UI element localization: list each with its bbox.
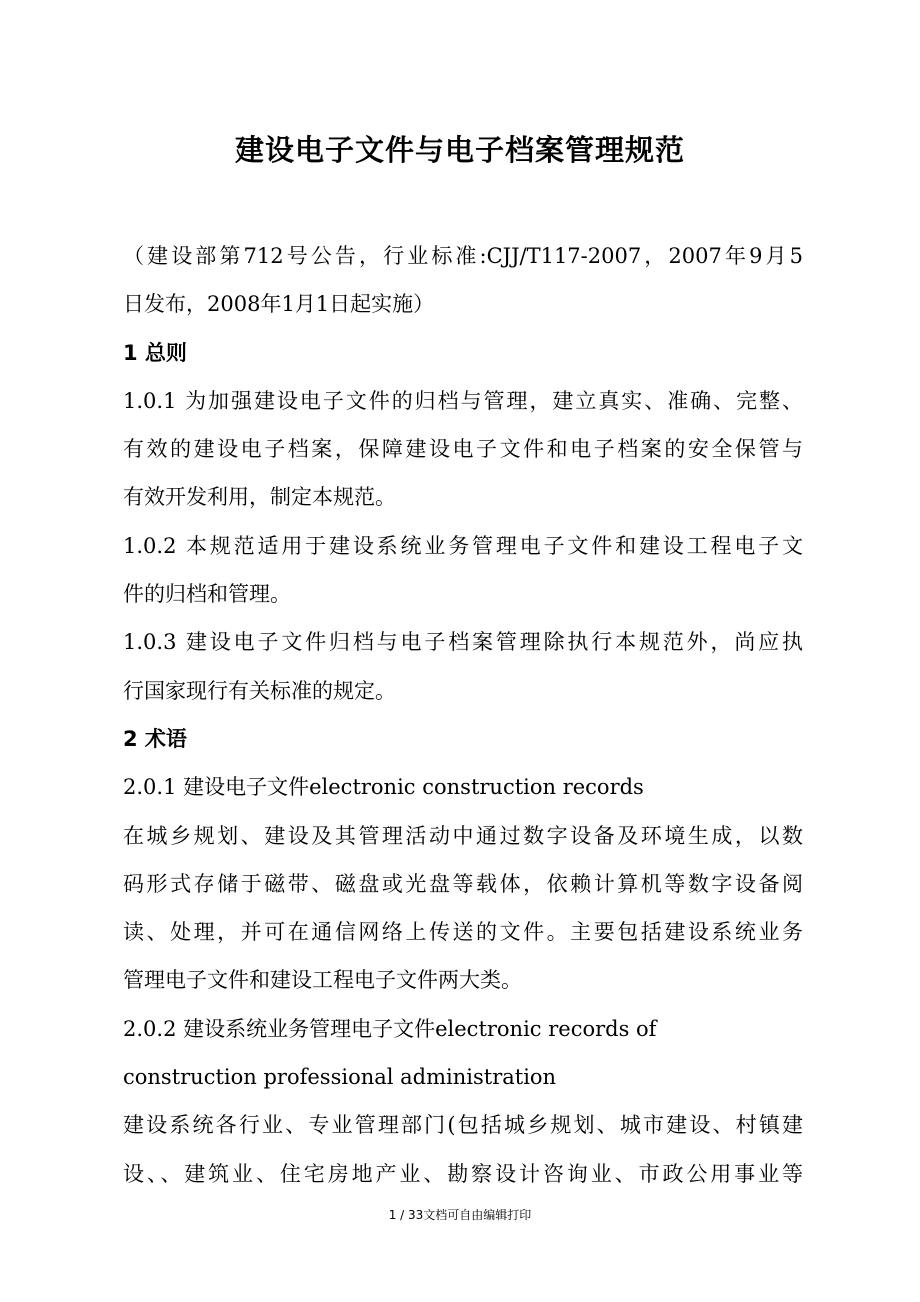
body-line: 建设系统各行业、专业管理部门(包括城乡规划、城市建设、村镇建 [123, 1113, 803, 1138]
body-line: 在城乡规划、建设及其管理活动中通过数字设备及环境生成，以数 [123, 823, 803, 848]
clause-line: 1.0.3 建设电子文件归档与电子档案管理除执行本规范外，尚应执 [123, 630, 803, 655]
section-heading-terms: 2 术语 [123, 726, 187, 751]
body-line: 件的归档和管理。 [123, 582, 291, 607]
body-line: 设、、建筑业、住宅房地产业、勘察设计咨询业、市政公用事业等 [123, 1161, 803, 1186]
term-line: 2.0.2 建设系统业务管理电子文件electronic records of [123, 1016, 657, 1041]
body-line: 有效的建设电子档案，保障建设电子文件和电子档案的安全保管与 [123, 437, 803, 462]
term-line: 2.0.1 建设电子文件electronic construction records [123, 775, 644, 800]
body-line: 管理电子文件和建设工程电子文件两大类。 [123, 968, 522, 993]
body-line: 行国家现行有关标准的规定。 [123, 678, 396, 703]
body-line: 码形式存储于磁带、磁盘或光盘等载体，依赖计算机等数字设备阅 [123, 871, 803, 896]
page-footer: 1 / 33文档可自由编辑打印 [388, 1208, 532, 1222]
body-line: 有效开发利用，制定本规范。 [123, 485, 396, 510]
document-title: 建设电子文件与电子档案管理规范 [234, 133, 685, 167]
section-heading-general: 1 总则 [123, 340, 187, 365]
clause-line: 1.0.1 为加强建设电子文件的归档与管理，建立真实、准确、完整、 [123, 388, 803, 413]
document-body [123, 232, 803, 1198]
clause-line: 1.0.2 本规范适用于建设系统业务管理电子文件和建设工程电子文 [123, 533, 803, 558]
term-line: construction professional administration [123, 1065, 557, 1090]
body-line: 日发布，2008年1月1日起实施） [123, 292, 435, 317]
body-line: 读、处理，并可在通信网络上传送的文件。主要包括建设系统业务 [123, 920, 803, 945]
body-line: （建设部第712号公告，行业标准:CJJ/T117-2007，2007年9月5 [123, 244, 803, 268]
